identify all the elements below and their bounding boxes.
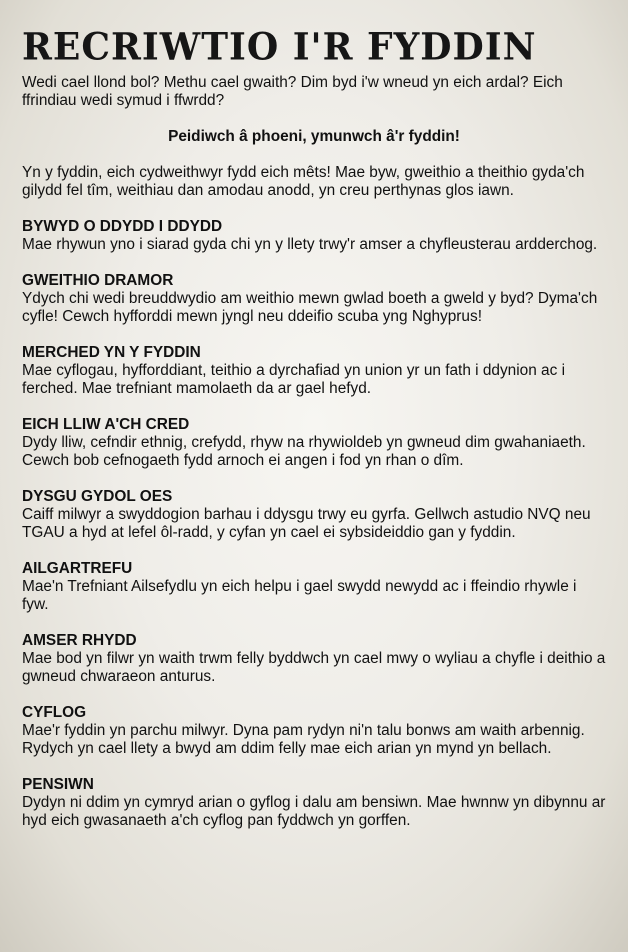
- section-heading: CYFLOG: [22, 704, 87, 721]
- section-text: Mae rhywun yno i siarad gyda chi yn y llety trwy'r amser a chyfleusterau ardderchog.: [22, 236, 598, 253]
- section-text: Mae cyflogau, hyfforddiant, teithio a dyrchafiad yn union yr un fath i ddynion ac i ferched. Mae trefniant mamolaeth da ar gael hefyd.: [22, 362, 565, 397]
- section-working-abroad: [22, 272, 606, 326]
- section-free-time: [22, 632, 606, 686]
- section-heading: DYSGU GYDOL OES: [22, 488, 173, 505]
- section-text: Dydyn ni ddim yn cymryd arian o gyflog i dalu am bensiwn. Mae hwnnw yn dibynnu ar hyd eich gwasanaeth a'ch cyflog pan fyddwch yn gorffen.: [22, 794, 606, 829]
- section-text: Mae bod yn filwr yn waith trwm felly byddwch yn cael mwy o wyliau a chyfle i deithio a gwneud chwaraeon anturus.: [22, 650, 606, 685]
- section-heading: GWEITHIO DRAMOR: [22, 272, 174, 289]
- slogan: Peidiwch â phoeni, ymunwch â'r fyddin!: [168, 128, 460, 145]
- section-heading: AMSER RHYDD: [22, 632, 137, 649]
- section-text: Caiff milwyr a swyddogion barhau i ddysgu trwy eu gyrfa. Gellwch astudio NVQ neu TGAU a hyd at lefel ôl-radd, y cyfan yn cael ei sybsideiddio gan y fyddin.: [22, 506, 591, 541]
- section-heading: BYWYD O DDYDD I DDYDD: [22, 218, 223, 235]
- page-title: RECRIWTIO I'R FYDDIN: [22, 25, 537, 70]
- section-pension: [22, 776, 606, 830]
- intro-text: Wedi cael llond bol? Methu cael gwaith? Dim byd i'w wneud yn eich ardal? Eich ffrindiau wedi symud i ffwrdd?: [22, 74, 563, 109]
- section-lifelong-learning: [22, 488, 606, 542]
- section-text: Dydy lliw, cefndir ethnig, crefydd, rhyw na rhywioldeb yn gwneud dim gwahaniaeth. Cewch bob cefnogaeth fydd arnoch ei angen i fod yn rhan o dîm.: [22, 434, 586, 469]
- section-pay: [22, 704, 606, 758]
- section-heading: AILGARTREFU: [22, 560, 133, 577]
- section-heading: EICH LLIW A'CH CRED: [22, 416, 190, 433]
- section-daily-life: [22, 218, 606, 254]
- section-text: Mae'n Trefniant Ailsefydlu yn eich helpu i gael swydd newydd ac i ffeindio rhywle i fyw.: [22, 578, 577, 613]
- lead-paragraph: Yn y fyddin, eich cydweithwyr fydd eich mêts! Mae byw, gweithio a theithio gyda'ch gilydd fel tîm, weithiau dan amodau anodd, yn creu perthynas glos iawn.: [22, 164, 585, 199]
- section-text: Mae'r fyddin yn parchu milwyr. Dyna pam rydyn ni'n talu bonws am waith arbennig. Rydych yn cael llety a bwyd am ddim felly mae eich arian yn mynd yn bellach.: [22, 722, 585, 757]
- section-colour-creed: [22, 416, 606, 470]
- section-text: Ydych chi wedi breuddwydio am weithio mewn gwlad boeth a gweld y byd? Dyma'ch cyfle! Cewch hyfforddi mewn jyngl neu ddeifio scuba yng Nghyprus!: [22, 290, 598, 325]
- section-heading: MERCHED YN Y FYDDIN: [22, 344, 201, 361]
- section-women: [22, 344, 606, 398]
- section-heading: PENSIWN: [22, 776, 94, 793]
- section-resettlement: [22, 560, 606, 614]
